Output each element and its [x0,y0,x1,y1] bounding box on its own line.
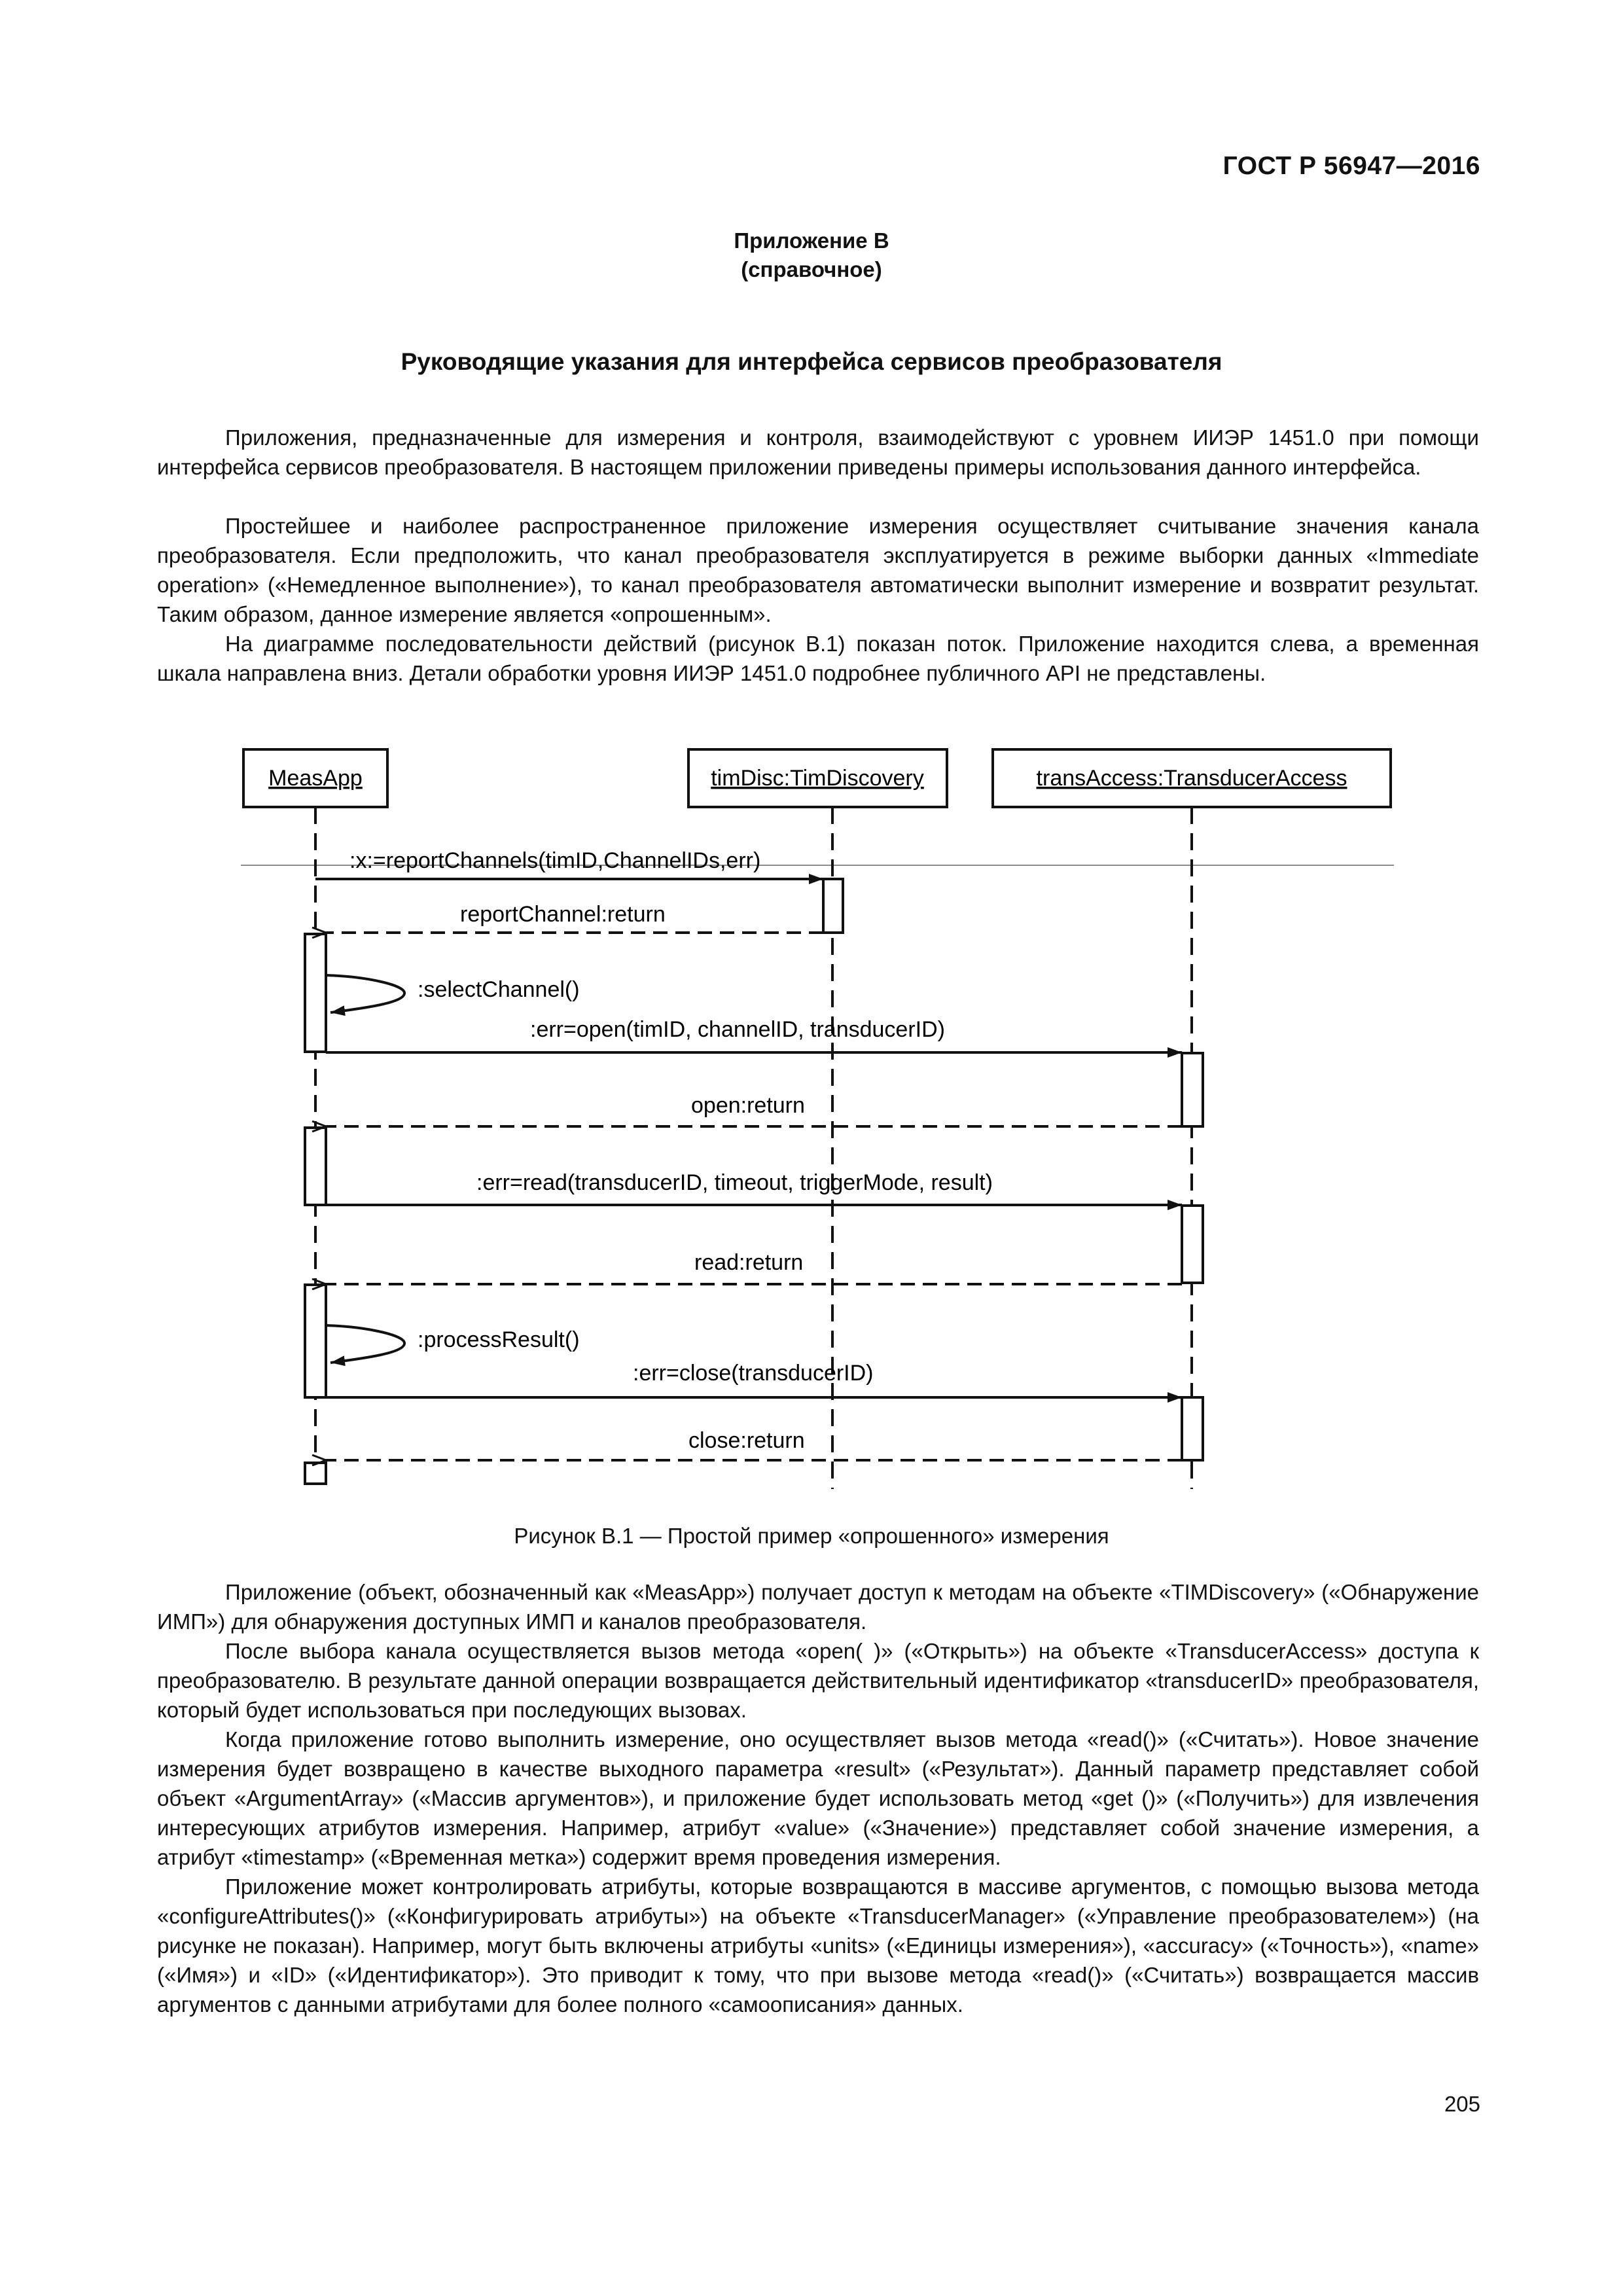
paragraph-configure-attributes: Приложение может контролировать атрибуты, которые возвращаются в массиве аргументов, с помощью вызова метода «configureAttributes()» («Конфигурировать атрибуты») на объекте «TransducerManager» («Управление преобразователем») (на рисунке не показан). Например, могут быть включены атрибуты «units» («Единицы измерения»), «accuracy» («Точность»), «name» («Имя») и «ID» («Идентификатор»). Это приводит к тому, что при вызове метода «read()» («Считать») возвращается массив аргументов с данными атрибутами для более полного «самоописания» данных. [157,1874,1479,2017]
activation-measapp-2 [305,1128,326,1205]
lifeline-timdiscovery-label: timDisc:TimDiscovery [711,766,924,791]
activation-measapp-3 [305,1285,326,1397]
paragraph-diagram-description: На диаграмме последовательности действий (рисунок В.1) показан поток. Приложение находится слева, а временная шкала направлена вниз. Детали обработки уровня ИИЭР 1451.0 подробнее публичного API не представлены. [157,632,1479,685]
message-report-channel-return-label: reportChannel:return [460,902,666,927]
activation-measapp-4 [305,1463,326,1484]
message-select-channel-label: :selectChannel() [418,977,580,1002]
paragraph-simple-measurement: Простейшее и наиболее распространенное приложение измерения осуществляет считывание значения канала преобразователя. Если предположить, что канал преобразователя эксплуатируется в режиме выборки данных «Immediate operation» («Немедленное выполнение»), то канал преобразователя автоматически выполнит измерение и возвратит результат. Таким образом, данное измерение является «опрошенным». [157,514,1479,626]
message-report-channels-label: :x:=reportChannels(timID,ChannelIDs,err) [349,848,761,873]
lifeline-timdiscovery [688,749,947,807]
standard-id: ГОСТ Р 56947—2016 [1222,152,1480,180]
paragraph-open-method: После выбора канала осуществляется вызов метода «open( )» («Открыть») на объекте «TransducerAccess» доступа к преобразователю. В результате данной операции возвращается действительный идентификатор «transducerID» преобразователя, который будет использоваться при последующих вызовах. [157,1639,1479,1722]
sequence-diagram [0,720,1623,1518]
appendix-label: Приложение В [734,228,889,253]
message-close-return-label: close:return [688,1428,805,1453]
activation-transduceraccess-1 [1182,1053,1203,1126]
section-title: Руководящие указания для интерфейса сервисов преобразователя [401,348,1222,375]
figure-caption: Рисунок В.1 — Простой пример «опрошенного» измерения [514,1524,1109,1548]
paragraph-measapp: Приложение (объект, обозначенный как «MeasApp») получает доступ к методам на объекте «TIMDiscovery» («Обнаружение ИМП») для обнаружения доступных ИМП и каналов преобразователя. [157,1580,1479,1634]
lifeline-measapp [243,749,387,807]
paragraph-read-method: Когда приложение готово выполнить измерение, оно осуществляет вызов метода «read()» («Считать»). Новое значение измерения будет возвращено в качестве выходного параметра «result» («Результат»). Данный параметр представляет собой объект «ArgumentArray» («Массив аргументов»), и приложение будет использовать метод «get ()» («Получить») для извлечения интересующих атрибутов измерения. Например, атрибут «value» («Значение») представляет собой значение измерения, а атрибут «timestamp» («Временная метка») содержит время проведения измерения. [157,1727,1479,1869]
message-process-result-label: :processResult() [418,1327,580,1352]
lifeline-measapp-label: MeasApp [268,766,363,791]
activation-transduceraccess-2 [1182,1206,1203,1283]
activation-measapp-1 [305,934,326,1052]
message-open-return-label: open:return [691,1093,805,1118]
message-close-label: :err=close(transducerID) [633,1361,874,1386]
message-open-label: :err=open(timID, channelID, transducerID) [530,1017,945,1042]
activation-transduceraccess-3 [1182,1397,1203,1460]
activation-timdiscovery [823,879,843,933]
message-read-return-label: read:return [694,1250,804,1275]
message-read-label: :err=read(transducerID, timeout, triggerMode, result) [476,1170,993,1195]
page-number: 205 [1444,2092,1480,2116]
appendix-heading [0,226,1623,284]
lifeline-transduceraccess [993,749,1391,807]
appendix-type: (справочное) [741,257,882,281]
message-select-channel-loop [326,975,404,1013]
paragraph-intro: Приложения, предназначенные для измерения и контроля, взаимодействуют с уровнем ИИЭР 1451.0 при помощи интерфейса сервисов преобразователя. В настоящем приложении приведены примеры использования данного интерфейса. [157,425,1479,479]
message-process-result-loop [326,1325,404,1363]
lifeline-transduceraccess-label: transAccess:TransducerAccess [1036,766,1347,791]
